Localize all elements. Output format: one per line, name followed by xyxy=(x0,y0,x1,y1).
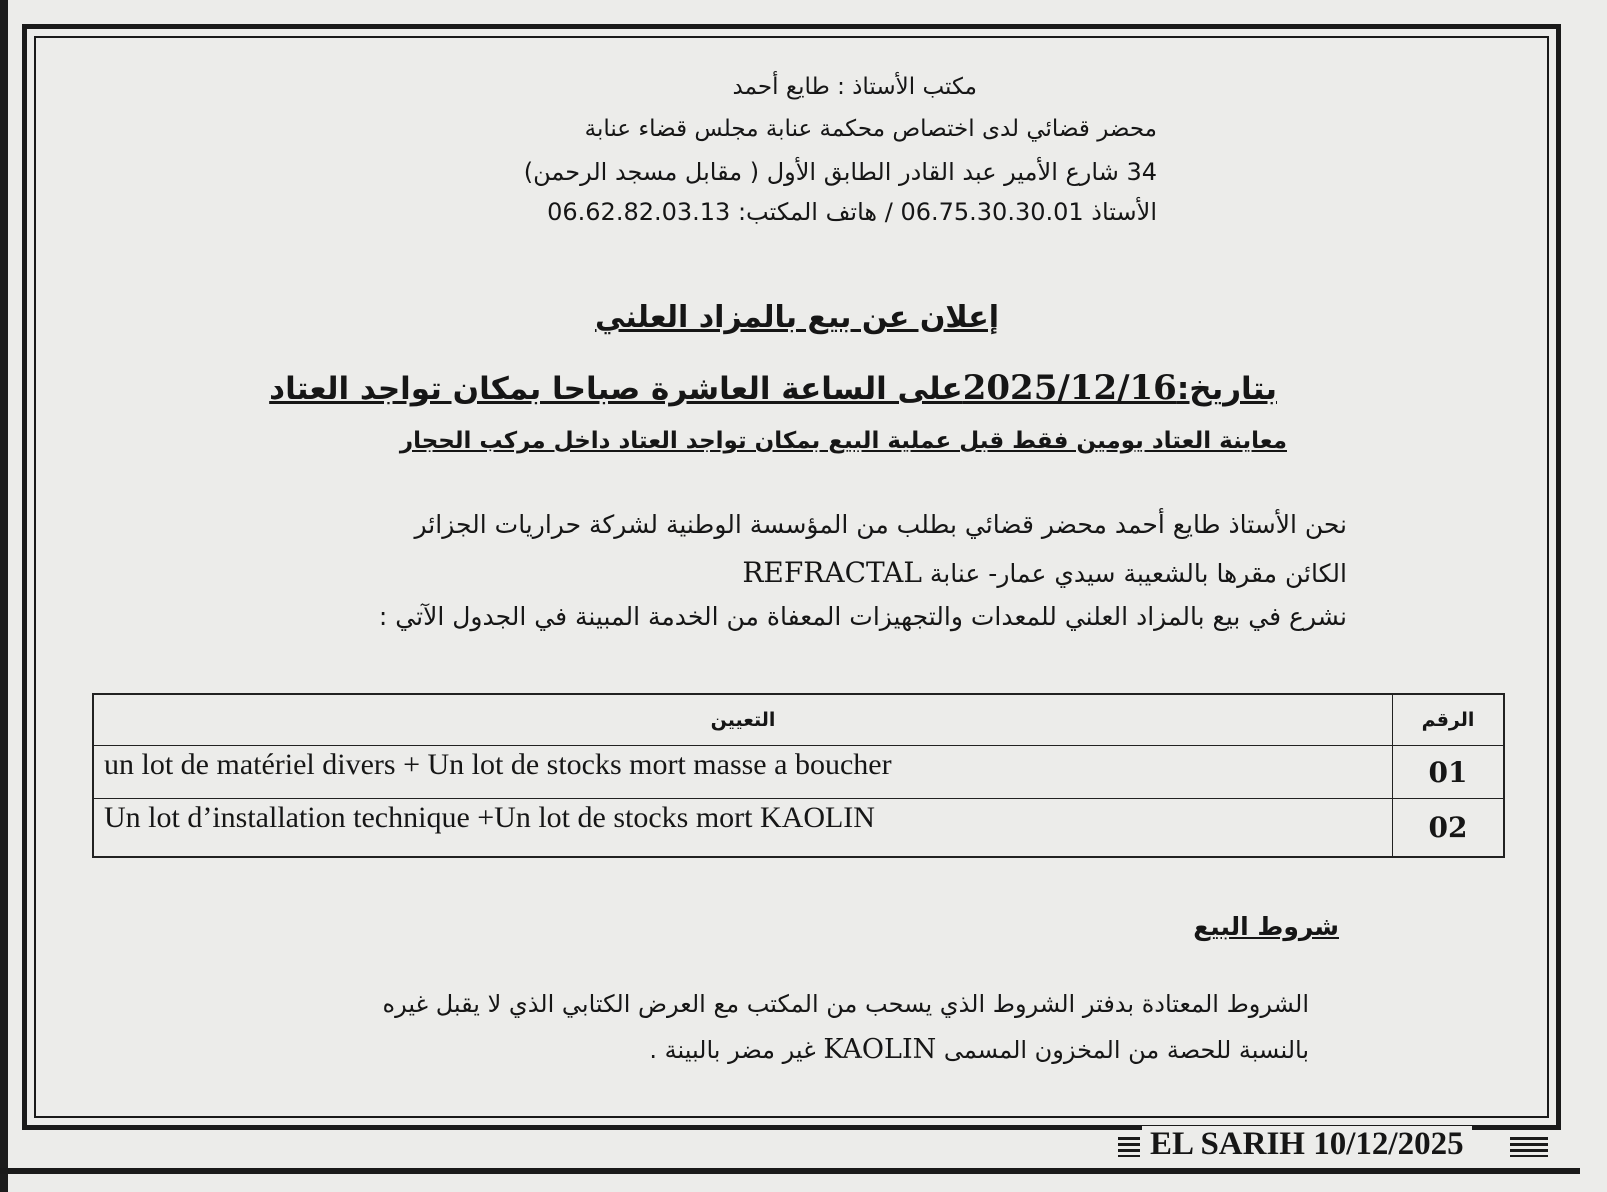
conditions-line-1: الشروط المعتادة بدفتر الشروط الذي يسحب من المكتب مع العرض الكتابي الذي لا يقبل غيره xyxy=(382,990,1309,1018)
table-row xyxy=(93,799,1504,858)
date-suffix: على الساعة العاشرة صباحا بمكان تواجد العتاد xyxy=(269,371,963,407)
conditions-line-2 xyxy=(649,1034,1309,1065)
date-prefix: بتاريخ: xyxy=(1176,371,1277,407)
jurisdiction-line: محضر قضائي لدى اختصاص محكمة عنابة مجلس قضاء عنابة xyxy=(584,116,1157,142)
phone-line: الأستاذ 06.75.30.30.01 / هاتف المكتب: 06.62.82.03.13 xyxy=(547,198,1157,226)
number-header: الرقم xyxy=(1393,694,1505,746)
lot-designation: un lot de matériel divers + Un lot de stocks mort masse a boucher xyxy=(93,746,1393,799)
body-line-1: نحن الأستاذ طايع أحمد محضر قضائي بطلب من المؤسسة الوطنية لشركة حراريات الجزائر xyxy=(414,510,1347,539)
product-name: KAOLIN xyxy=(823,1034,937,1065)
table-header-row xyxy=(93,694,1504,746)
lots-table xyxy=(92,693,1505,858)
footer-bars-left xyxy=(1118,1137,1140,1157)
body-line-2-text: الكائن مقرها بالشعيبة سيدي عمار- عنابة xyxy=(929,559,1347,588)
bottom-rule xyxy=(0,1168,1580,1174)
office-name: مكتب الأستاذ : طايع أحمد xyxy=(732,74,977,100)
conditions-line-2-end: غير مضر بالبينة . xyxy=(649,1036,816,1064)
body-line-3: نشرع في بيع بالمزاد العلني للمعدات والتجهيزات المعفاة من الخدمة المبينة في الجدول الآتي : xyxy=(378,602,1347,631)
lot-designation: Un lot d’installation technique +Un lot de stocks mort KAOLIN xyxy=(93,799,1393,858)
body-line-2 xyxy=(742,556,1347,589)
auction-date-line xyxy=(269,368,1277,408)
inspection-note: معاينة العتاد يومين فقط قبل عملية البيع بمكان تواجد العتاد داخل مركب الحجار xyxy=(399,428,1287,454)
lot-number: 01 xyxy=(1393,746,1505,799)
table-row xyxy=(93,746,1504,799)
notice-title: إعلان عن بيع بالمزاد العلني xyxy=(594,300,999,335)
footer-bars-right xyxy=(1510,1137,1548,1157)
conditions-title: شروط البيع xyxy=(1193,912,1339,941)
company-name: REFRACTAL xyxy=(742,556,922,589)
conditions-line-2-start: بالنسبة للحصة من المخزون المسمى xyxy=(943,1036,1309,1064)
publication-footer: EL SARIH 10/12/2025 xyxy=(1142,1126,1472,1163)
auction-date: 2025/12/16 xyxy=(962,368,1177,408)
lot-number: 02 xyxy=(1393,799,1505,858)
page-edge xyxy=(0,0,8,1192)
designation-header: التعيين xyxy=(93,694,1393,746)
address-line: 34 شارع الأمير عبد القادر الطابق الأول ( مقابل مسجد الرحمن) xyxy=(523,158,1157,186)
